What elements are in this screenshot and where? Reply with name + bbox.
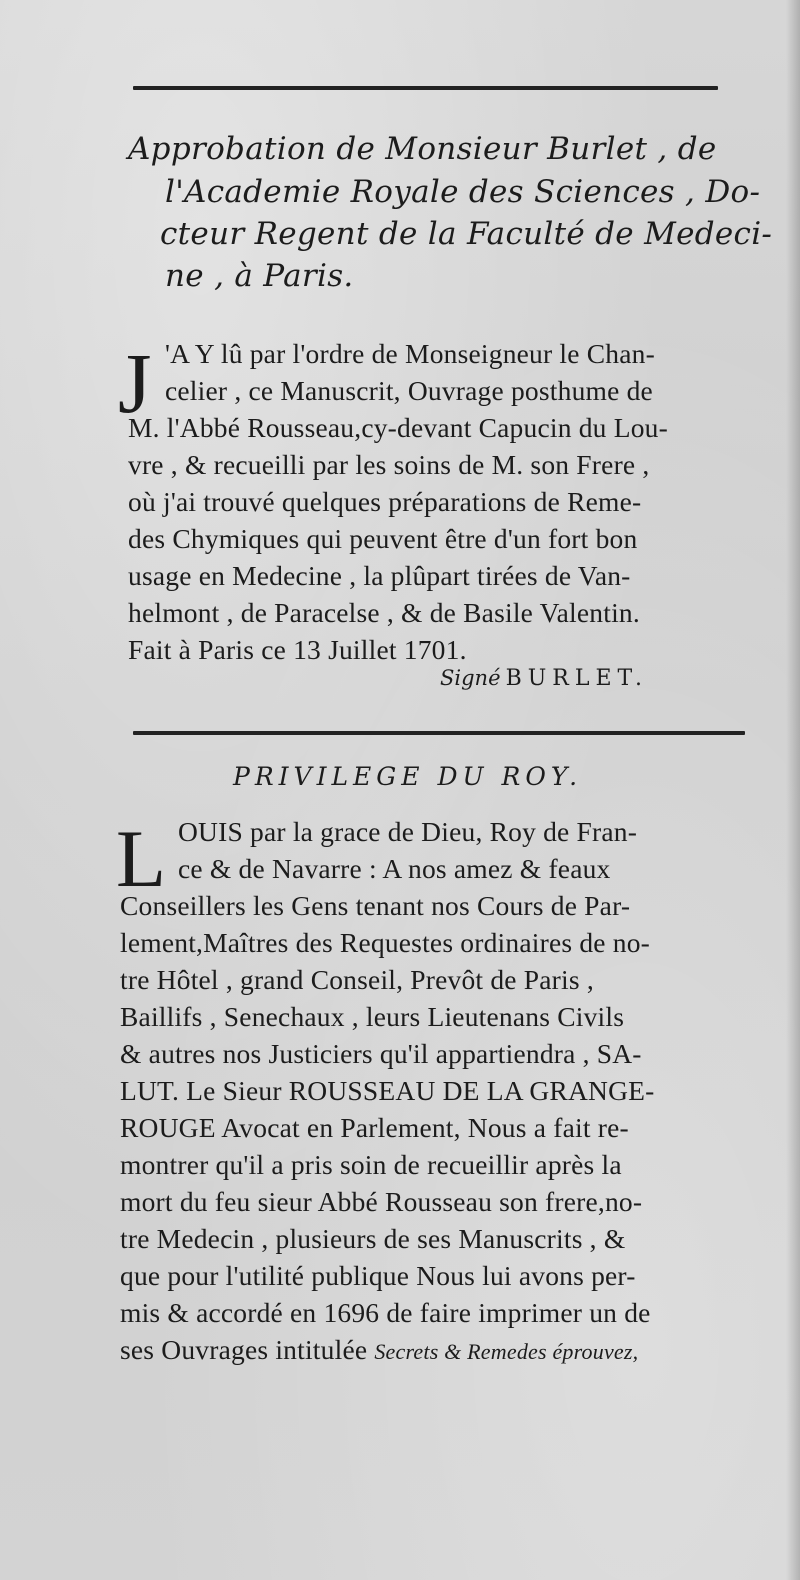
approbation-line-2: celier , ce Manuscrit, Ouvrage posthume de — [165, 375, 653, 406]
approbation-heading-line-1: Approbation de Monsieur Burlet , de — [128, 131, 717, 167]
approbation-line-6: des Chymiques qui peuvent être d'un fort bon — [128, 523, 638, 554]
privilege-title: PRIVILEGE DU ROY. — [233, 762, 583, 791]
privilege-line-2: ce & de Navarre : A nos amez & feaux — [178, 853, 611, 884]
approbation-drop-cap: J — [118, 335, 152, 431]
approbation-heading-line-2: l'Academie Royale des Sciences , Do- — [165, 174, 761, 210]
privilege-line-13: que pour l'utilité publique Nous lui avons per- — [120, 1260, 636, 1291]
privilege-line-6: Baillifs , Senechaux , leurs Lieutenans Civils — [120, 1001, 625, 1032]
privilege-line-5: tre Hôtel , grand Conseil, Prevôt de Paris , — [120, 964, 594, 995]
privilege-line-10: montrer qu'il a pris soin de recueillir après la — [120, 1149, 622, 1180]
privilege-drop-cap: L — [116, 813, 167, 904]
privilege-line-15 — [120, 1336, 638, 1364]
approbation-line-4: vre , & recueilli par les soins de M. son Frere , — [128, 449, 650, 480]
top-rule — [133, 86, 718, 90]
approbation-line-9: Fait à Paris ce 13 Juillet 1701. — [128, 634, 467, 665]
privilege-line-12: tre Medecin , plusieurs de ses Manuscrits , & — [120, 1223, 626, 1254]
approbation-heading-line-3: cteur Regent de la Faculté de Medeci- — [160, 216, 773, 252]
privilege-line-14: mis & accordé en 1696 de faire imprimer un de — [120, 1297, 651, 1328]
privilege-line-7: & autres nos Justiciers qu'il appartiendra , SA- — [120, 1038, 642, 1069]
signature-label: Signé — [440, 666, 501, 690]
privilege-line-9: ROUGE Avocat en Parlement, Nous a fait re- — [120, 1112, 629, 1143]
privilege-line-8: LUT. Le Sieur ROUSSEAU DE LA GRANGE- — [120, 1075, 655, 1106]
approbation-line-8: helmont , de Paracelse , & de Basile Valentin. — [128, 597, 640, 628]
approbation-heading-line-4: ne , à Paris. — [165, 258, 354, 294]
signature-name: BURLET. — [505, 666, 648, 691]
approbation-line-7: usage en Medecine , la plûpart tirées de Van- — [128, 560, 631, 591]
privilege-last-line-lead: ses Ouvrages intitulée — [120, 1334, 375, 1365]
approbation-line-1: 'A Y lû par l'ordre de Monseigneur le Chan- — [165, 338, 655, 369]
privilege-line-1: OUIS par la grace de Dieu, Roy de Fran- — [178, 816, 638, 847]
approbation-line-5: où j'ai trouvé quelques préparations de Reme- — [128, 486, 642, 517]
middle-rule — [133, 731, 745, 735]
page-gutter-shadow — [786, 0, 800, 1580]
approbation-signature — [440, 668, 648, 690]
approbation-line-3: M. l'Abbé Rousseau,cy-devant Capucin du Lou- — [128, 412, 668, 443]
privilege-line-4: lement,Maîtres des Requestes ordinaires de no- — [120, 927, 651, 958]
privilege-book-title: Secrets & Remedes éprouvez, — [374, 1339, 639, 1364]
privilege-line-11: mort du feu sieur Abbé Rousseau son frere,no- — [120, 1186, 643, 1217]
privilege-line-3: Conseillers les Gens tenant nos Cours de Par- — [120, 890, 631, 921]
